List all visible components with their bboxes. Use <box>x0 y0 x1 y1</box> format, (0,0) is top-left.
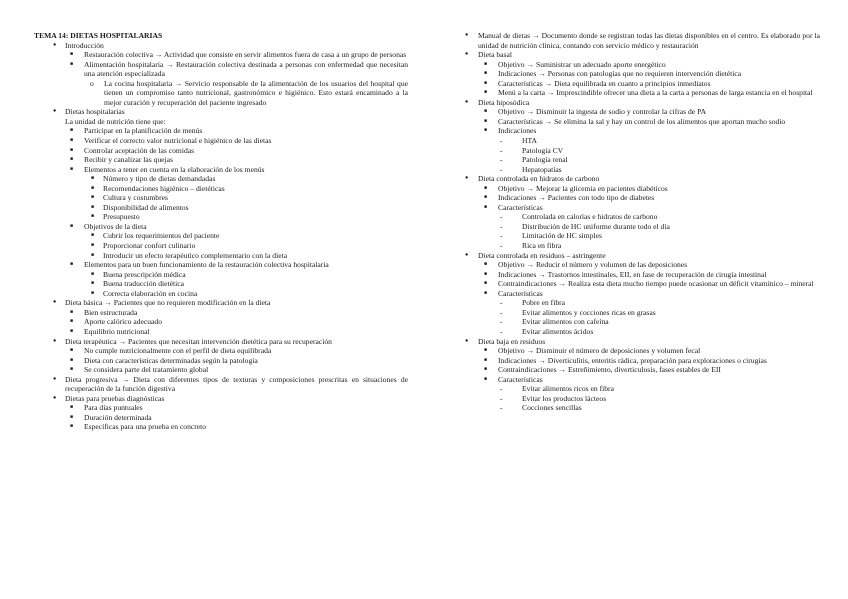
list-item: ■ Elementos a tener en cuenta en la elaboración de los menús <box>34 165 408 175</box>
list-item: - Evitar los productos lácteos <box>462 394 820 404</box>
list-item: ■ Alimentación hospitalaria → Restauración colectiva destinada a personas con enfermedad que necesitan una atención especializada <box>34 60 408 79</box>
list-item: ■ Características → Dieta equilibrada en cuanto a principios inmediatos <box>462 79 820 89</box>
list-item: ● Dieta controlada en hidratos de carbono <box>462 174 820 184</box>
list-item: - Patología renal <box>462 155 820 165</box>
list-item: ■ Participar en la planificación de menús <box>34 126 408 136</box>
list-item: ● Dieta progresiva → Dieta con diferentes tipos de texturas y composiciones prescritas en situaciones de recuperación de la función digestiva <box>34 375 408 394</box>
list-item: - Cocciones sencillas <box>462 403 820 413</box>
list-item: ■ Disponibilidad de alimentos <box>34 203 408 213</box>
list-item: ■ Aporte calórico adecuado <box>34 317 408 327</box>
list-item: ■ Controlar aceptación de las comidas <box>34 146 408 156</box>
list-item: ■ Se considera parte del tratamiento global <box>34 365 408 375</box>
list-item: ● Dieta controlada en residuos – astringente <box>462 251 820 261</box>
list-item: - Distribución de HC uniforme durante todo el día <box>462 222 820 232</box>
list-item: ■ Presupuesto <box>34 212 408 222</box>
list-item: - Controlada en calorías e hidratos de carbono <box>462 212 820 222</box>
list-item: ■ Objetivo → Disminuir el número de deposiciones y volumen fecal <box>462 346 820 356</box>
list-item: ■ Objetivo → Mejorar la glicemia en pacientes diabéticos <box>462 184 820 194</box>
list-item: ■ Contraindicaciones → Estreñimiento, diverticulosis, fases estables de EII <box>462 365 820 375</box>
list-item: - Rica en fibra <box>462 241 820 251</box>
list-item: ■ Duración determinada <box>34 413 408 423</box>
right-column <box>462 31 820 413</box>
list-item: ● Manual de dietas → Documento donde se registran todas las dietas disponibles en el centro. Es elaborado por la unidad de nutrición clínica, contando con servicio médico y restauración <box>462 31 820 50</box>
list-item: ■ Características <box>462 289 820 299</box>
list-item: ■ Menú a la carta → Imprescindible ofrecer una dieta a la carta a personas de larga estancia en el hospital <box>462 88 820 98</box>
list-item: ■ Introducir un efecto terapéutico complementario con la dieta <box>34 251 408 261</box>
list-item: ■ Contraindicaciones → Realiza esta dieta mucho tiempo puede ocasionar un déficit vitamínico – mineral <box>462 279 820 289</box>
list-item: ■ Equilibrio nutricional <box>34 327 408 337</box>
list-item: ■ Características → Se elimina la sal y hay un control de los alimentos que aportan mucho sodio <box>462 117 820 127</box>
list-item: - Pobre en fibra <box>462 298 820 308</box>
list-item: ■ Específicas para una prueba en concreto <box>34 422 408 432</box>
list-item: ● Introducción <box>34 41 408 51</box>
list-item: ● Dieta hiposódica <box>462 98 820 108</box>
list-item: ■ Indicaciones → Personas con patologías que no requieren intervención dietética <box>462 69 820 79</box>
list-item: - Patología CV <box>462 146 820 156</box>
list-item: ■ Correcta elaboración en cocina <box>34 289 408 299</box>
page-title: TEMA 14: DIETAS HOSPITALARIAS <box>34 31 163 40</box>
list-item: ■ Para días puntuales <box>34 403 408 413</box>
list-item: ■ Cultura y costumbres <box>34 193 408 203</box>
list-item: ■ Objetivo → Reducir el número y volumen de las deposiciones <box>462 260 820 270</box>
list-item: ■ Características <box>462 375 820 385</box>
list-item: ■ Recibir y canalizar las quejas <box>34 155 408 165</box>
list-item: ● Dieta básica → Pacientes que no requieren modificación en la dieta <box>34 298 408 308</box>
list-item: ■ Indicaciones → Trastornos intestinales, EII, en fase de recuperación de cirugía intestinal <box>462 270 820 280</box>
list-item: ■ Indicaciones <box>462 126 820 136</box>
list-item: ■ Cubrir los requerimientos del paciente <box>34 231 408 241</box>
list-item: - Hepatopatías <box>462 165 820 175</box>
left-column <box>34 31 408 432</box>
list-item: ■ Buena prescripción médica <box>34 270 408 280</box>
list-item: - Evitar alimentos ricos en fibra <box>462 384 820 394</box>
list-item: ■ Bien estructurada <box>34 308 408 318</box>
list-item: - HTA <box>462 136 820 146</box>
list-item: ■ Indicaciones → Pacientes con todo tipo de diabetes <box>462 193 820 203</box>
list-item: ■ Objetivos de la dieta <box>34 222 408 232</box>
list-item: ■ Dieta con características determinadas según la patología <box>34 356 408 366</box>
list-item: ● Dieta terapéutica → Pacientes que necesitan intervención dietética para su recuperación <box>34 337 408 347</box>
list-item: ■ Elementos para un buen funcionamiento de la restauración colectiva hospitalaria <box>34 260 408 270</box>
list-item: ■ Verificar el correcto valor nutricional e higiénico de las dietas <box>34 136 408 146</box>
list-item: ■ No cumple nutricionalmente con el perfil de dieta equilibrada <box>34 346 408 356</box>
list-item: - Limitación de HC simples <box>462 231 820 241</box>
list-item: ● Dieta baja en residuos <box>462 337 820 347</box>
list-item: ■ Objetivo → Disminuir la ingesta de sodio y controlar la cifras de PA <box>462 107 820 117</box>
list-item: ■ Recomendaciones higiénico – dietéticas <box>34 184 408 194</box>
list-item: ● Dietas para pruebas diagnósticas <box>34 394 408 404</box>
list-item: ■ Proporcionar confort culinario <box>34 241 408 251</box>
list-item: ■ Número y tipo de dietas demandadas <box>34 174 408 184</box>
list-item: ■ Buena traducción dietética <box>34 279 408 289</box>
list-item: - Evitar alimentos ácidos <box>462 327 820 337</box>
list-item: ● Dieta basal <box>462 50 820 60</box>
list-item: ■ Objetivo → Suministrar un adecuado aporte energético <box>462 60 820 70</box>
list-item: - Evitar alimentos con cafeína <box>462 317 820 327</box>
list-item: ■ Indicaciones → Diverticulitis, enteritis rádica, preparación para exploraciones o cirugías <box>462 356 820 366</box>
list-item: La unidad de nutrición tiene que: <box>65 116 166 126</box>
list-item: ● Dietas hospitalarias <box>34 107 408 117</box>
list-item: ■ Características <box>462 203 820 213</box>
list-item: ■ Restauración colectiva → Actividad que consiste en servir alimentos fuera de casa a un grupo de personas <box>34 50 408 60</box>
list-item: - Evitar alimentos y cocciones ricas en grasas <box>462 308 820 318</box>
list-item: o La cocina hospitalaria → Servicio responsable de la alimentación de los usuarios del hospital que tienen un compromiso tanto nutricional, gastronómico e higiénico. Esto estará encaminado a la mejor curación y recuperación del paciente ingresado <box>34 79 408 108</box>
